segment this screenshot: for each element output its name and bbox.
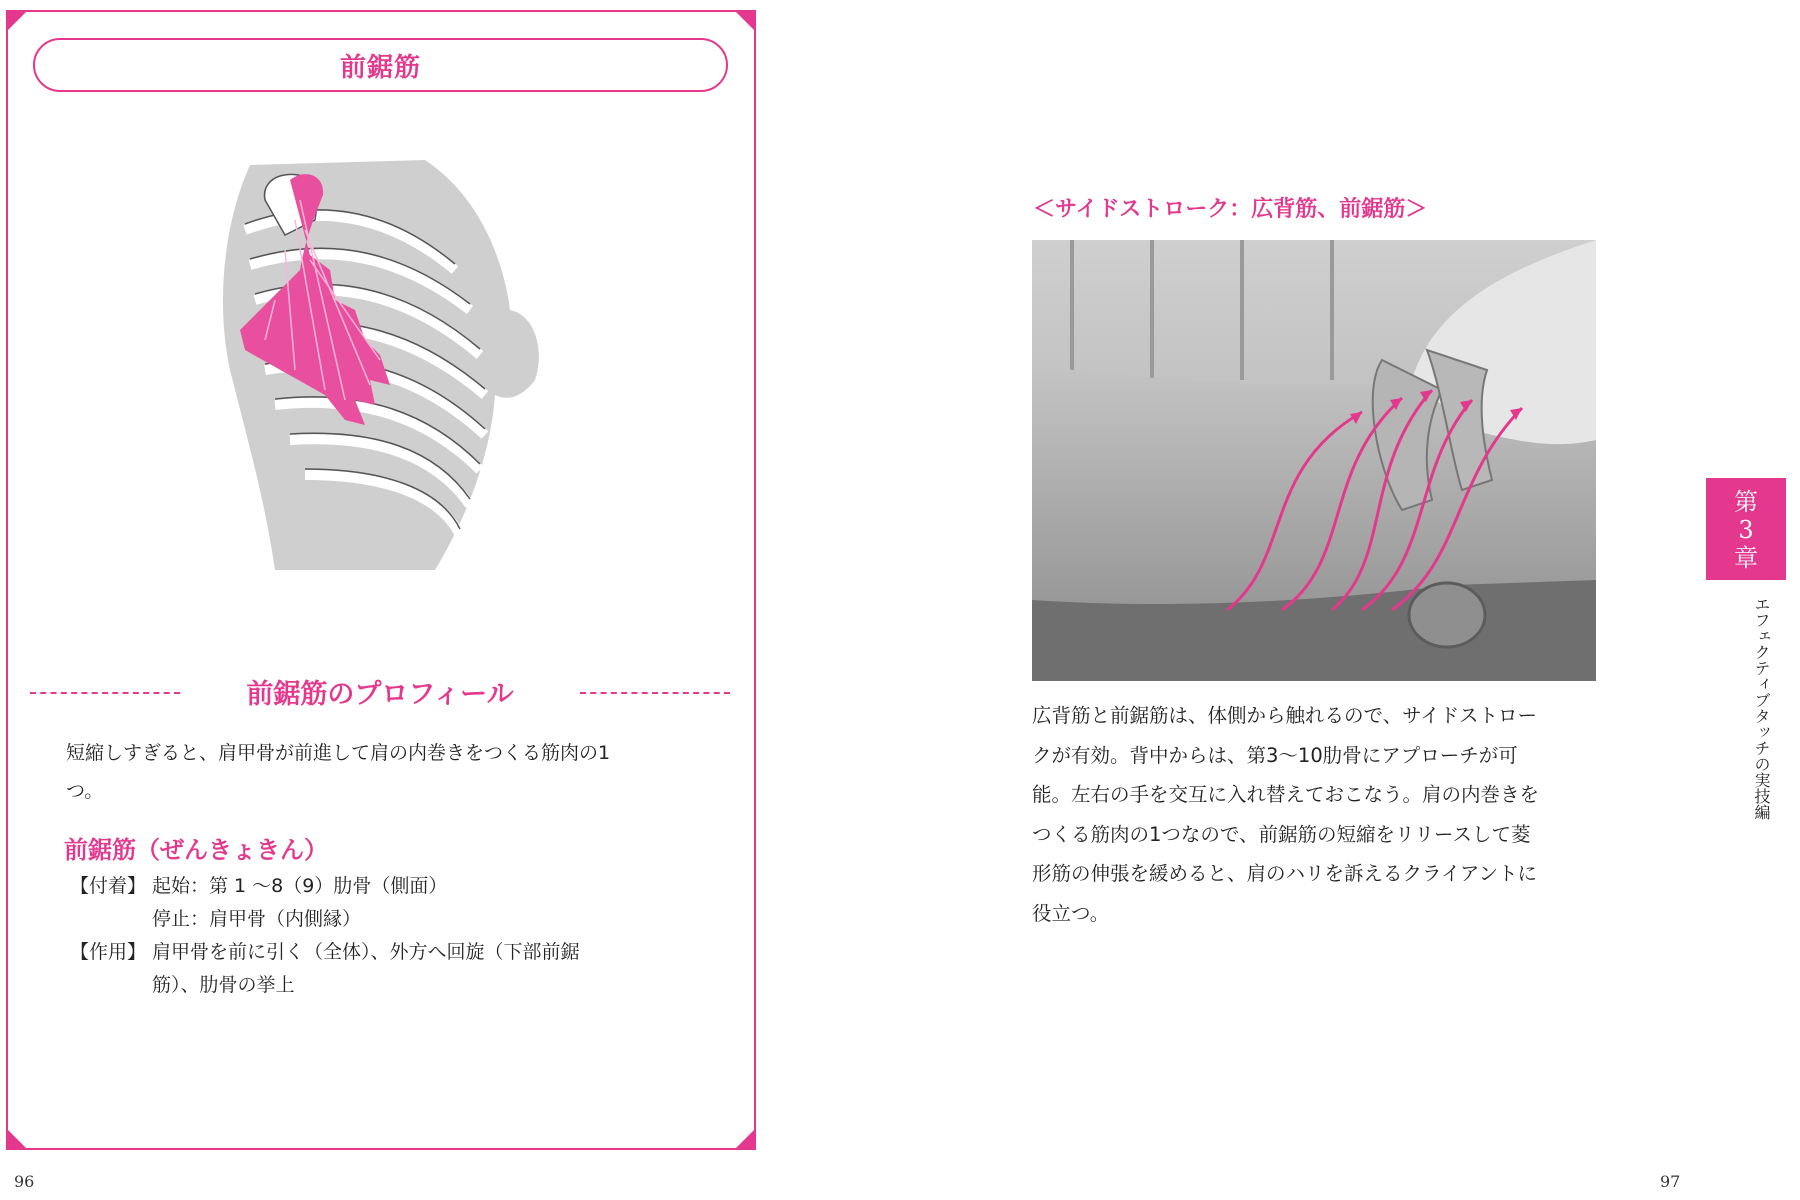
desc-line-6: 役立つ。 (1032, 901, 1110, 925)
desc-line-5: 形筋の伸張を緩めると、肩のハリを訴えるクライアントに (1032, 862, 1538, 885)
desc-line-4: つくる筋肉の1つなので、前鋸筋の短縮をリリースして菱 (1032, 822, 1531, 846)
profile-text-line-1: 短縮しすぎると、肩甲骨が前進して肩の内巻きをつくる筋肉の1 (66, 742, 611, 764)
action-text-line-1: 肩甲骨を前に引く（全体）、外方へ回旋（下部前鋸 (152, 941, 580, 963)
action-label: 【作用】 (70, 941, 147, 963)
muscle-name: 前鋸筋（ぜんきょきん） (64, 836, 328, 864)
page-title-text: 前鋸筋 (339, 52, 421, 83)
profile-heading (30, 672, 730, 712)
serratus-anatomy-illustration (205, 160, 555, 570)
description-text (1032, 696, 1602, 933)
insertion-text: 停止：肩甲骨（内側縁） (152, 908, 362, 930)
massage-photo (1032, 240, 1596, 681)
desc-line-2: クが有効。背中からは、第3〜10肋骨にアプローチが可 (1032, 743, 1518, 767)
corner-bottom-right (734, 1128, 756, 1150)
corner-top-right (734, 10, 756, 32)
chapter-tab-line-1: 第 (1734, 488, 1758, 516)
profile-text (66, 734, 726, 810)
attachment-label: 【付着】 (70, 875, 147, 897)
corner-top-left (6, 10, 28, 32)
page-number-right: 97 (1660, 1172, 1681, 1191)
profile-title: 前鋸筋のプロフィール (246, 679, 514, 710)
profile-text-line-2: つ。 (66, 780, 104, 802)
chapter-subtitle: エフェクティブタッチの実技編 (1752, 596, 1771, 820)
desc-line-1: 広背筋と前鋸筋は、体側から触れるので、サイドストロー (1032, 704, 1538, 727)
page-number-left: 96 (14, 1172, 35, 1191)
corner-bottom-left (6, 1128, 28, 1150)
chapter-tab (1706, 478, 1786, 580)
desc-line-3: 能。左右の手を交互に入れ替えておこなう。肩の内巻きを (1032, 783, 1540, 806)
section-title: ＜サイドストローク：広背筋、前鋸筋＞ (1033, 197, 1428, 222)
action-text-line-2: 筋）、肋骨の挙上 (152, 974, 295, 996)
rolled-towel (1409, 583, 1485, 647)
chapter-tab-line-2: 3 (1738, 516, 1754, 544)
chapter-tab-line-3: 章 (1734, 544, 1758, 572)
origin-text: 起始：第 1 〜8（9）肋骨（側面） (152, 875, 448, 897)
page-title (33, 38, 728, 92)
